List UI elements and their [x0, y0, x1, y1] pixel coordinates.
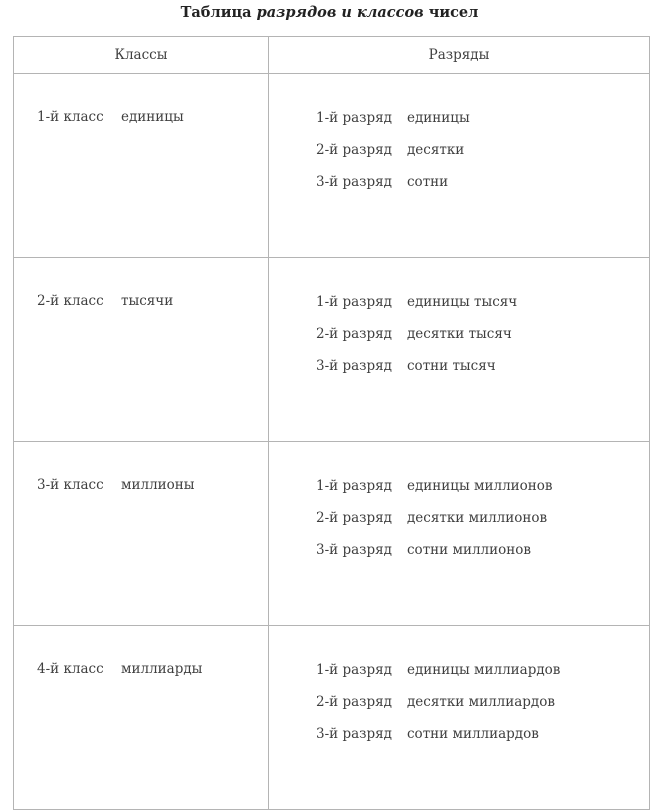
- class-cell: [14, 626, 269, 810]
- digit-number: 1-й разряд: [316, 478, 392, 494]
- digit-line: [316, 293, 649, 325]
- digit-number: 3-й разряд: [316, 542, 392, 558]
- digit-line: [316, 693, 649, 725]
- table-row: [14, 442, 650, 626]
- digit-line: [316, 477, 649, 509]
- header-classes: Классы: [14, 37, 269, 74]
- class-number: 3-й класс: [37, 477, 104, 493]
- digit-line: [316, 725, 649, 757]
- digit-line: [316, 357, 649, 389]
- table-row: [14, 626, 650, 810]
- title-text-start: Таблица: [180, 4, 257, 21]
- digit-name: единицы миллионов: [407, 478, 553, 494]
- digit-number: 3-й разряд: [316, 726, 392, 742]
- class-cell: [14, 442, 269, 626]
- digit-name: единицы: [407, 110, 470, 126]
- digit-line: [316, 325, 649, 357]
- digit-number: 3-й разряд: [316, 174, 392, 190]
- digit-number: 1-й разряд: [316, 662, 392, 678]
- class-name: миллиарды: [121, 661, 203, 677]
- table-body: [14, 74, 650, 810]
- table-header-row: [14, 37, 650, 74]
- title-text-italic: разрядов и классов: [256, 4, 424, 21]
- digit-number: 3-й разряд: [316, 358, 392, 374]
- table-row: [14, 74, 650, 258]
- digit-name: сотни миллиардов: [407, 726, 539, 742]
- digit-line: [316, 141, 649, 173]
- digits-cell: [269, 442, 650, 626]
- table-title: [0, 4, 659, 21]
- digits-cell: [269, 74, 650, 258]
- class-cell: [14, 258, 269, 442]
- digit-number: 2-й разряд: [316, 142, 392, 158]
- digit-name: десятки тысяч: [407, 326, 512, 342]
- digit-number: 2-й разряд: [316, 326, 392, 342]
- digit-name: десятки: [407, 142, 465, 158]
- digit-line: [316, 173, 649, 205]
- class-number: 1-й класс: [37, 109, 104, 125]
- digit-number: 2-й разряд: [316, 510, 392, 526]
- digit-class-table: [13, 36, 650, 810]
- digit-name: сотни: [407, 174, 449, 190]
- digit-line: [316, 661, 649, 693]
- digit-name: десятки миллионов: [407, 510, 548, 526]
- header-digits: Разряды: [269, 37, 650, 74]
- class-cell: [14, 74, 269, 258]
- digit-name: сотни тысяч: [407, 358, 496, 374]
- class-number: 2-й класс: [37, 293, 104, 309]
- class-number: 4-й класс: [37, 661, 104, 677]
- digit-number: 1-й разряд: [316, 110, 392, 126]
- class-name: миллионы: [121, 477, 195, 493]
- digit-name: десятки миллиардов: [407, 694, 555, 710]
- digit-name: единицы тысяч: [407, 294, 518, 310]
- digit-number: 2-й разряд: [316, 694, 392, 710]
- digit-line: [316, 109, 649, 141]
- title-text-end: чисел: [423, 4, 479, 21]
- digit-line: [316, 541, 649, 573]
- digits-cell: [269, 626, 650, 810]
- digit-name: единицы миллиардов: [407, 662, 561, 678]
- digit-line: [316, 509, 649, 541]
- class-name: единицы: [121, 109, 184, 125]
- table-row: [14, 258, 650, 442]
- digits-cell: [269, 258, 650, 442]
- class-name: тысячи: [121, 293, 174, 309]
- digit-number: 1-й разряд: [316, 294, 392, 310]
- digit-name: сотни миллионов: [407, 542, 531, 558]
